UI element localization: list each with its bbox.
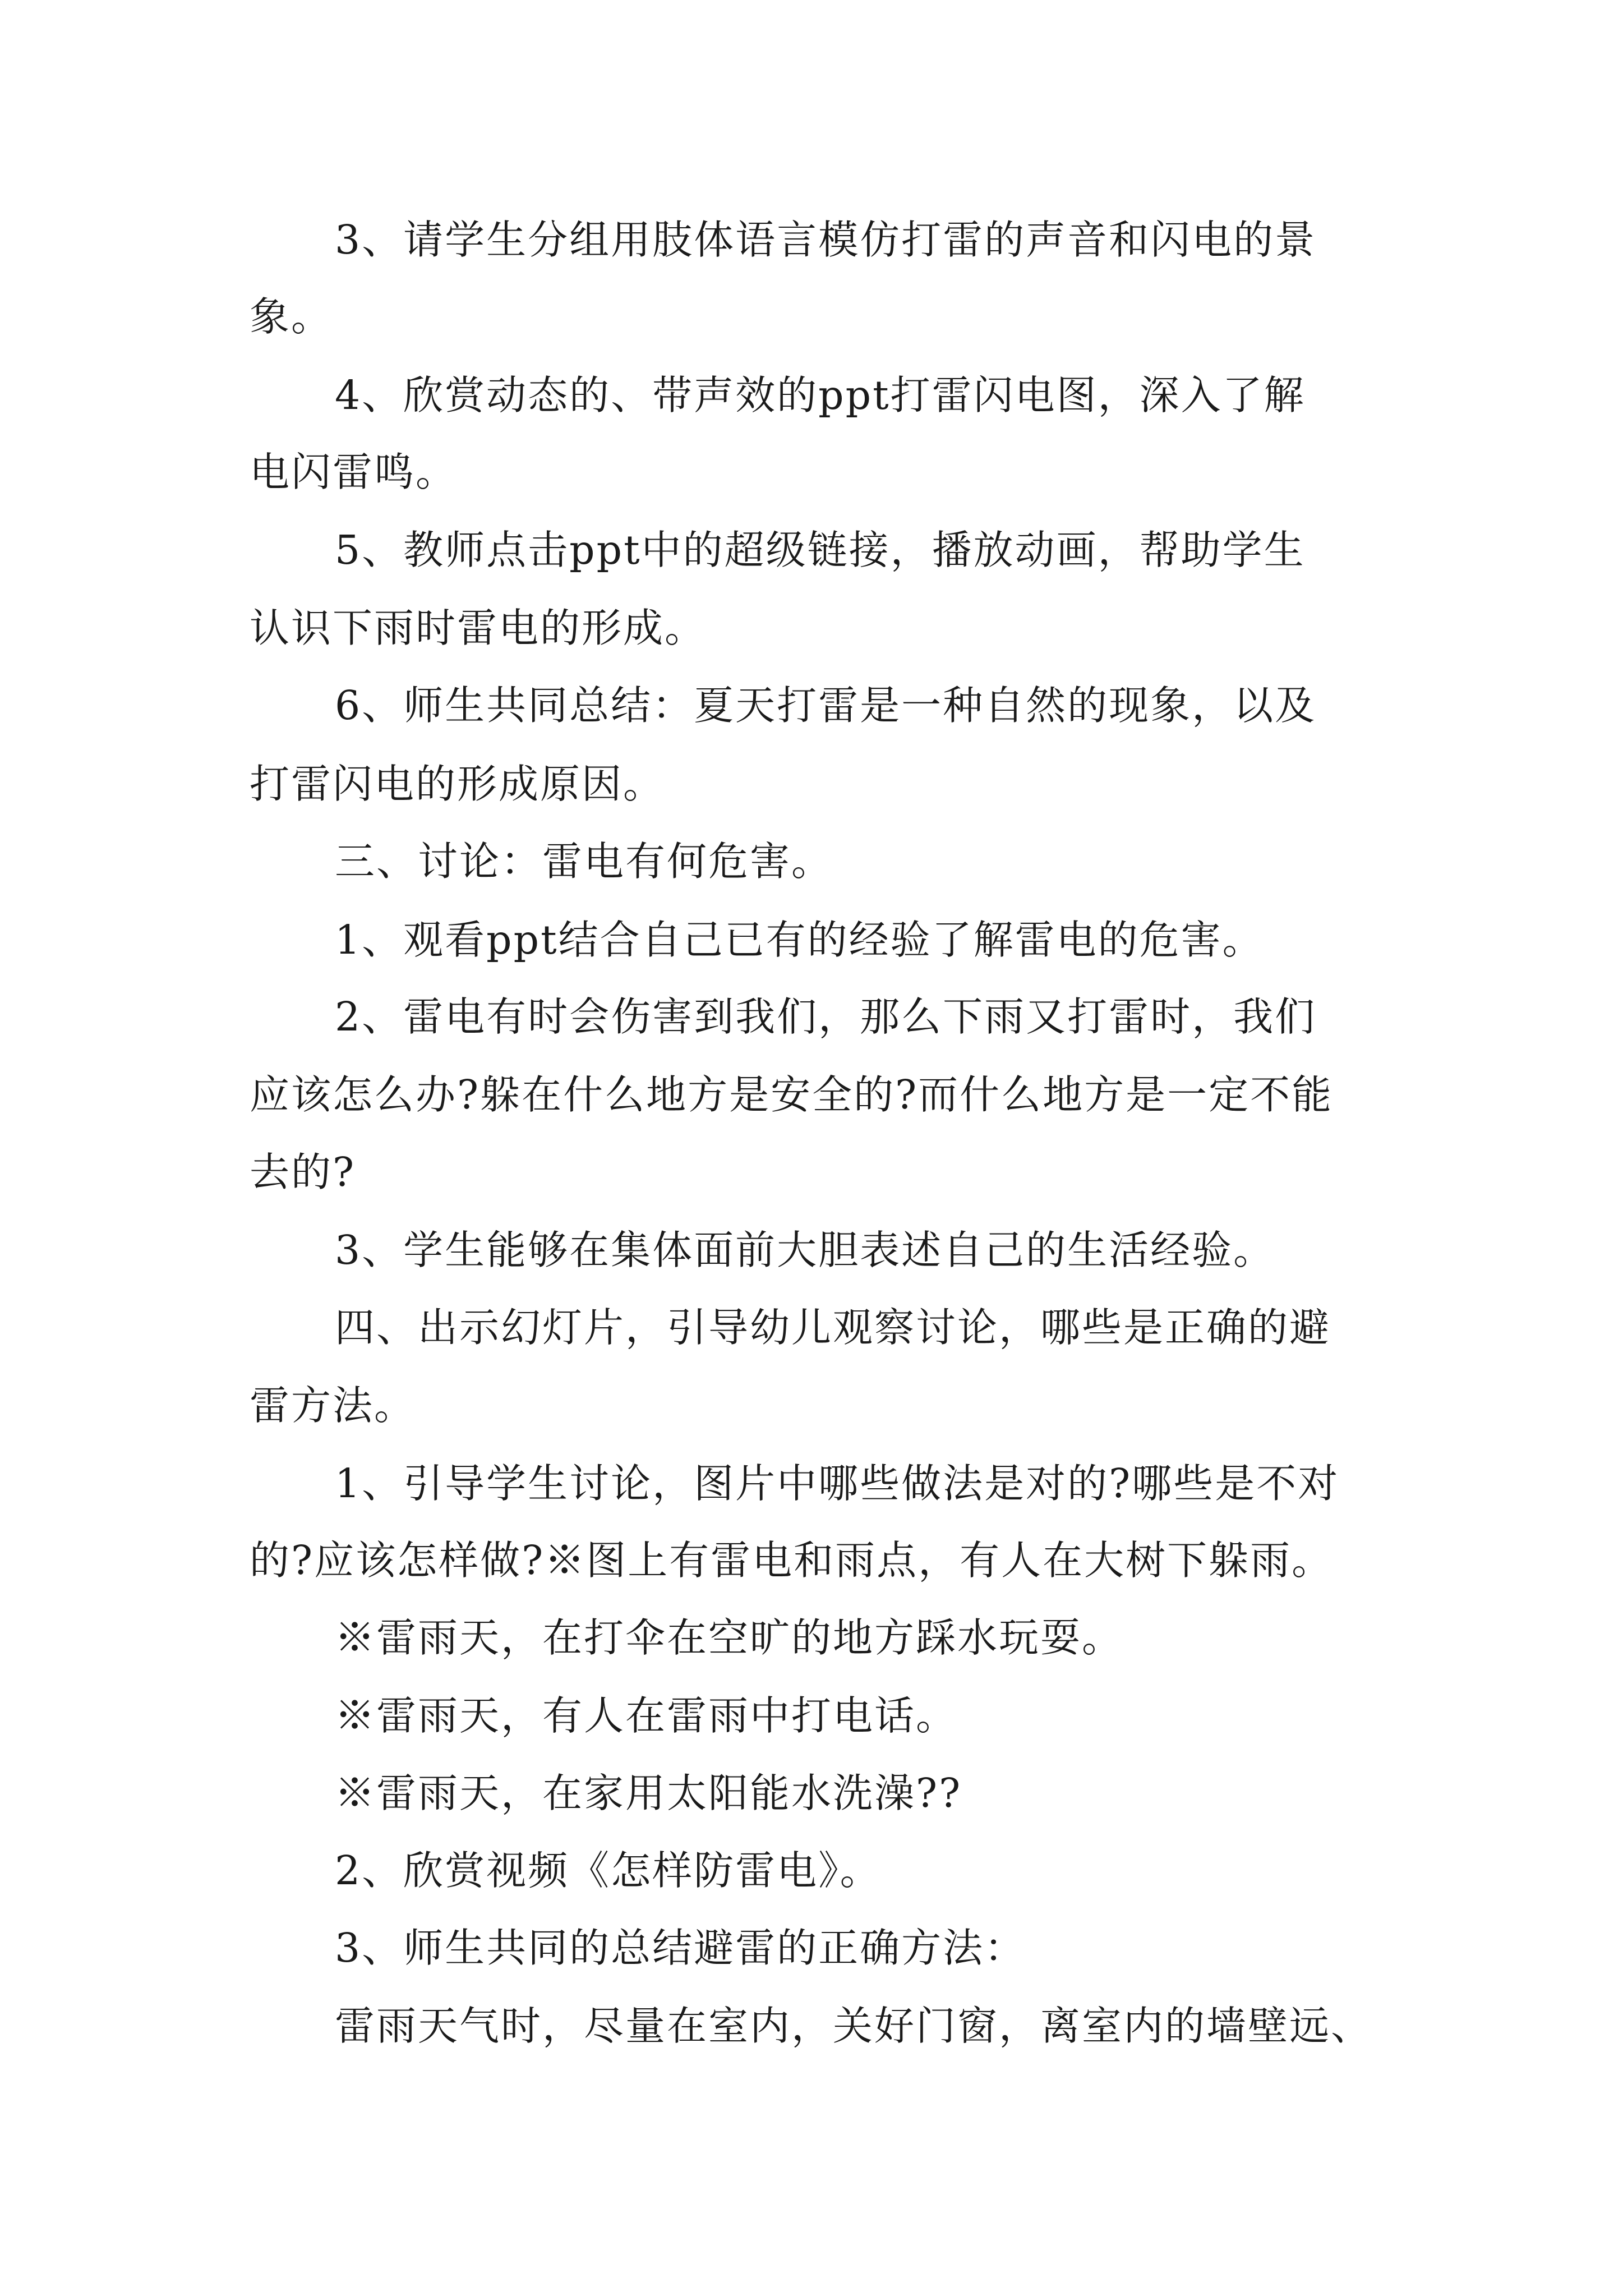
text-line: 象。 — [250, 293, 333, 340]
text-line: ※雷雨天，在家用太阳能水洗澡?? — [335, 1770, 962, 1816]
text-line: 的?应该怎样做?※图上有雷电和雨点，有人在大树下躲雨。 — [250, 1537, 1334, 1584]
text-line: 去的? — [250, 1149, 356, 1195]
text-line: 雷雨天气时，尽量在室内，关好门窗，离室内的墙壁远、 — [335, 2003, 1373, 2049]
text-line: ※雷雨天，有人在雷雨中打电话。 — [335, 1692, 958, 1739]
text-line: 3、请学生分组用肢体语言模仿打雷的声音和闪电的景 — [335, 217, 1317, 263]
text-line: 1、观看ppt结合自己已有的经验了解雷电的危害。 — [335, 917, 1264, 963]
text-line: 电闪雷鸣。 — [250, 449, 458, 495]
text-line: 5、教师点击ppt中的超级链接，播放动画，帮助学生 — [335, 527, 1306, 573]
section-heading: 三、讨论：雷电有何危害。 — [335, 838, 833, 885]
text-line: 雷方法。 — [250, 1382, 416, 1429]
text-line: 应该怎么办?躲在什么地方是安全的?而什么地方是一定不能 — [250, 1071, 1334, 1118]
text-line: 2、雷电有时会伤害到我们，那么下雨又打雷时，我们 — [335, 993, 1317, 1040]
text-line: ※雷雨天，在打伞在空旷的地方踩水玩耍。 — [335, 1614, 1124, 1661]
text-line: 认识下雨时雷电的形成。 — [250, 605, 707, 651]
text-line: 3、师生共同的总结避雷的正确方法： — [335, 1925, 1026, 1971]
text-line: 4、欣赏动态的、带声效的ppt打雷闪电图，深入了解 — [335, 372, 1306, 418]
text-line: 6、师生共同总结：夏天打雷是一种自然的现象，以及 — [335, 682, 1317, 729]
section-heading: 四、出示幻灯片，引导幼儿观察讨论，哪些是正确的避 — [335, 1304, 1331, 1351]
text-line: 2、欣赏视频《怎样防雷电》。 — [335, 1847, 882, 1894]
text-line: 1、引导学生讨论，图片中哪些做法是对的?哪些是不对 — [335, 1460, 1340, 1507]
text-line: 3、学生能够在集体面前大胆表述自己的生活经验。 — [335, 1227, 1275, 1273]
text-line: 打雷闪电的形成原因。 — [250, 761, 665, 807]
